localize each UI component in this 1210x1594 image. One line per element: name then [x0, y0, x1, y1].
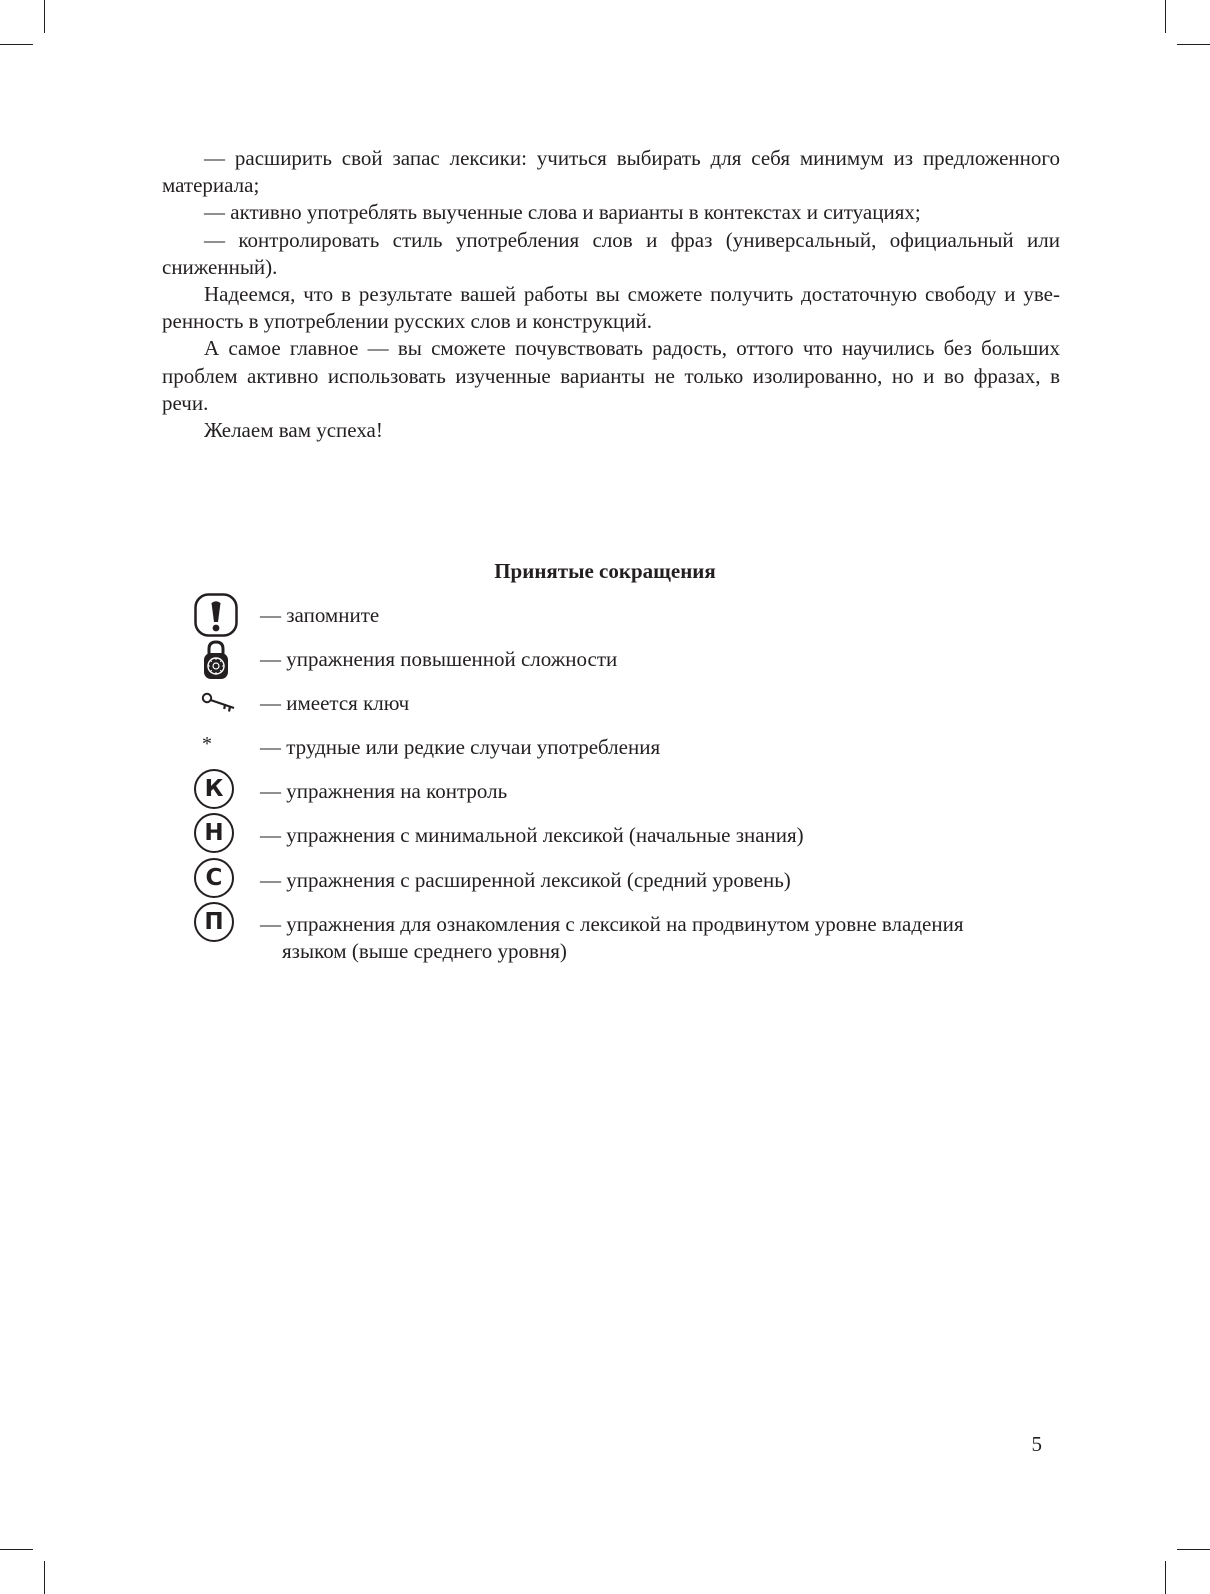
crop-mark	[44, 1561, 45, 1594]
legend-text: — трудные или редкие случаи употребления	[260, 735, 661, 759]
legend-text: — запомните	[260, 603, 380, 627]
paragraph: — активно употреблять выученные слова и варианты в контекстах и ситуациях;	[204, 200, 921, 225]
asterisk-symbol: *	[202, 733, 212, 755]
paragraph: А самое главное — вы сможете почувствовать радость, оттого что научились без больших проблем активно использовать изученные варианты не только изолированно, но и во фразах, в речи.	[162, 336, 1060, 415]
crop-mark	[44, 0, 45, 33]
crop-mark	[1177, 1549, 1210, 1550]
legend-text: — упражнения с расширенной лексикой (средний уровень)	[260, 868, 791, 892]
circle-p-icon: П	[194, 902, 238, 946]
circle-s-icon: С	[194, 858, 238, 902]
legend-text-line2: языком (выше среднего уровня)	[282, 939, 567, 963]
exclamation-icon	[194, 593, 238, 637]
circle-n-icon: Н	[194, 813, 238, 857]
crop-mark	[0, 1549, 33, 1550]
body-text	[162, 145, 1060, 444]
section-title: Принятые сокращения	[494, 559, 716, 583]
paragraph: — расширить свой запас лексики: учиться выбирать для себя минимум из предложенного материала;	[162, 146, 1060, 198]
page-number: 5	[1031, 1432, 1042, 1456]
legend-text-line1: — упражнения для ознакомления с лексикой на продвинутом уровне владения	[260, 912, 964, 936]
crop-mark	[1165, 1561, 1166, 1594]
paragraph: Надеемся, что в результате вашей работы вы сможете получить достаточную свободу и уверенность в употреблении русских слов и конструкций.	[162, 282, 1060, 334]
paragraph: — контролировать стиль употребления слов и фраз (универсальный, официальный или сниженный).	[162, 227, 1060, 279]
legend-text: — упражнения повышенной сложности	[260, 647, 618, 671]
combination-lock-icon	[194, 637, 238, 681]
paragraph: Желаем вам успеха!	[204, 418, 383, 443]
legend-text: — упражнения на контроль	[260, 779, 508, 803]
crop-mark	[0, 44, 33, 45]
legend-text: — упражнения с минимальной лексикой (начальные знания)	[260, 823, 804, 847]
legend-text: — имеется ключ	[260, 691, 410, 715]
crop-mark	[1165, 0, 1166, 33]
circle-k-icon: К	[194, 769, 238, 813]
legend-text	[260, 911, 1074, 965]
key-icon	[194, 681, 238, 725]
crop-mark	[1177, 44, 1210, 45]
